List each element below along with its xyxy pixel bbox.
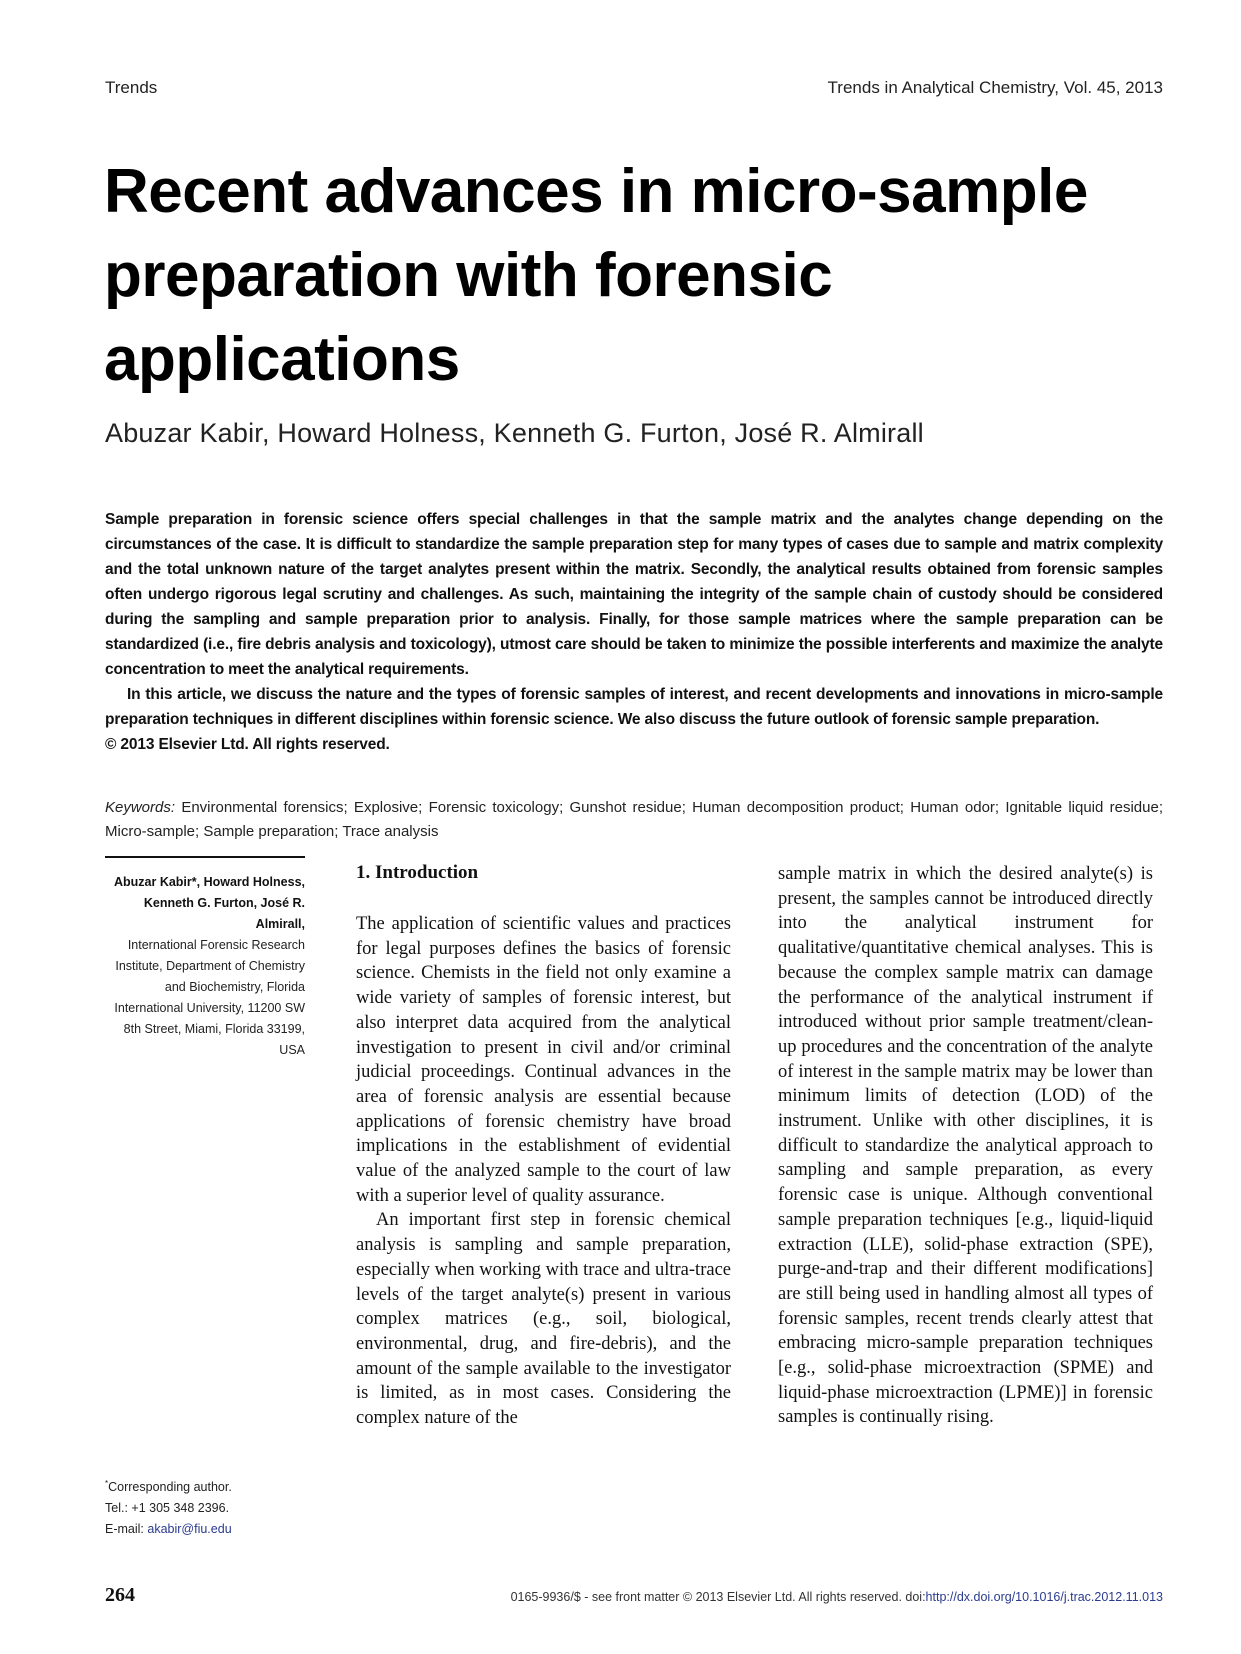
corresponding-tel: Tel.: +1 305 348 2396. (105, 1501, 230, 1516)
affiliation-institution: International Forensic Research Institute, Department of Chemistry and Biochemistry, Florida International University, 11200 SW 8th Street, Miami, Florida 33199, USA (114, 938, 305, 1057)
keywords-text: Environmental forensics; Explosive; Forensic toxicology; Gunshot residue; Human decomposition product; Human odor; Ignitable liquid residue; Micro-sample; Sample preparation; Trace analysis (105, 799, 1163, 840)
email-link[interactable]: akabir@fiu.edu (147, 1522, 232, 1537)
body-column-right (778, 862, 1153, 1430)
body-column-left (356, 912, 731, 1431)
front-matter-text: 0165-9936/$ - see front matter © 2013 Elsevier Ltd. All rights reserved. doi: (510, 1590, 926, 1604)
abstract-paragraph: Sample preparation in forensic science offers special challenges in that the sample matrix and the analytes change depending on the circumstances of the case. It is difficult to standardize the sample preparation step for many types of cases due to sample and matrix complexity and the total unknown nature of the target analytes present within the matrix. Secondly, the analytical results obtained from forensic samples often undergo rigorous legal scrutiny and challenges. As such, maintaining the integrity of the sample chain of custody should be considered during the sampling and sample preparation prior to analysis. Finally, for those sample matrices where the sample preparation can be standardized (i.e., fire debris analysis and toxicology), utmost care should be taken to minimize the possible interferents and maximize the analyte concentration to meet the analytical requirements. (105, 511, 1163, 678)
body-paragraph: An important first step in forensic chemical analysis is sampling and sample preparation, especially when working with trace and ultra-trace levels of the target analyte(s) present in various complex matrices (e.g., soil, biological, environmental, drug, and fire-debris), and the amount of the sample available to the investigator is limited, as in most cases. Considering the complex nature of the (356, 1210, 731, 1429)
sidebar-divider (105, 856, 305, 858)
journal-citation: Trends in Analytical Chemistry, Vol. 45, 2013 (827, 78, 1163, 97)
corresponding-label: Corresponding author. (108, 1480, 232, 1495)
keywords-label: Keywords: (105, 799, 176, 816)
abstract-paragraph: In this article, we discuss the nature and the types of forensic samples of interest, and recent developments and innovations in micro-sample preparation techniques in different disciplines within forensic science. We also discuss the future outlook of forensic sample preparation. (105, 686, 1163, 728)
keywords (105, 796, 1163, 844)
author-list: Abuzar Kabir, Howard Holness, Kenneth G. Furton, José R. Almirall (105, 418, 924, 448)
corresponding-author-note (105, 1473, 315, 1540)
affiliation-author-names: Abuzar Kabir*, Howard Holness, Kenneth G. Furton, José R. Almirall, (113, 875, 305, 931)
article-title: Recent advances in micro-sample preparation with forensic applications (104, 157, 1088, 394)
abstract (105, 507, 1163, 757)
section-label: Trends (105, 78, 158, 97)
abstract-copyright: © 2013 Elsevier Ltd. All rights reserved. (105, 736, 390, 753)
doi-link[interactable]: http://dx.doi.org/10.1016/j.trac.2012.11.013 (925, 1590, 1163, 1604)
section-heading: 1. Introduction (356, 862, 479, 883)
email-label: E-mail: (105, 1522, 148, 1537)
author-affiliation (100, 872, 305, 1061)
footer-front-matter (511, 1590, 1163, 1604)
page-number: 264 (105, 1584, 135, 1606)
corresponding-marker: * (105, 1479, 109, 1488)
page-footer (105, 1584, 1163, 1607)
body-paragraph: The application of scientific values and practices for legal purposes defines the basics of forensic science. Chemists in the field not only examine a wide variety of samples of forensic interest, but also interpret data acquired from the analytical investigation to present in civil and/or criminal judicial proceedings. Continual advances in the area of forensic analysis are essential because applications of forensic chemistry have broad implications in the establishment of evidential value of the analyzed sample to the court of law with a superior level of quality assurance. (356, 914, 731, 1206)
running-header (105, 78, 1163, 98)
body-paragraph: sample matrix in which the desired analyte(s) is present, the samples cannot be introduced directly into the analytical instrument for qualitative/quantitative chemical analyses. This is because the complex sample matrix can damage the performance of the analytical instrument if introduced without prior sample treatment/clean-up procedures and the concentration of the analyte of interest in the sample matrix may be lower than minimum limits of detection (LOD) of the instrument. Unlike with other disciplines, it is difficult to standardize the analytical approach to sampling and sample preparation, as every forensic case is unique. Although conventional sample preparation techniques [e.g., liquid-liquid extraction (LLE), solid-phase extraction (SPE), purge-and-trap and their different modifications] are still being used in handling almost all types of forensic samples, recent trends clearly attest that embracing micro-sample preparation techniques [e.g., solid-phase microextraction (SPME) and liquid-phase microextraction (LPME)] in forensic samples is continually rising. (778, 864, 1153, 1428)
